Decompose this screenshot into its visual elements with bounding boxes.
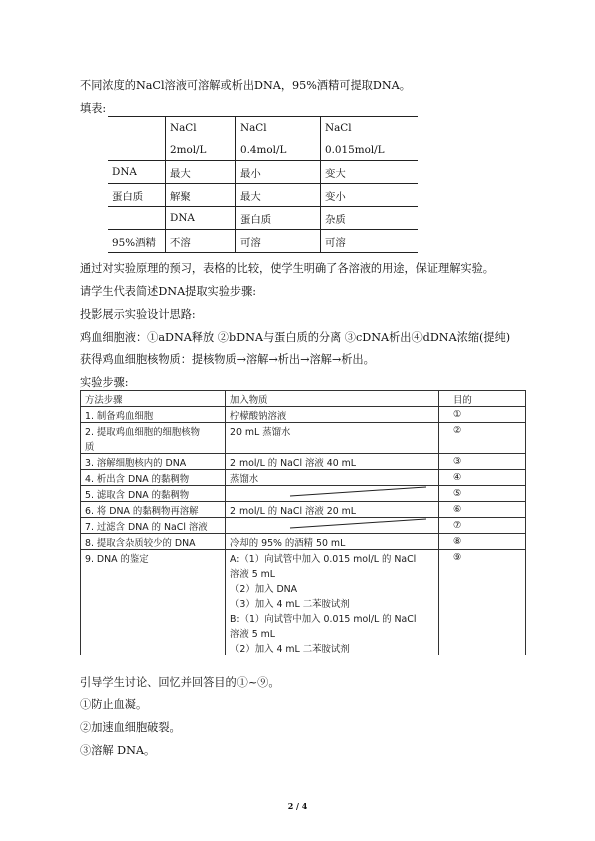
table2-header-cell: 目的 [439,391,526,407]
table1-row [108,230,418,253]
table1-row [108,184,418,207]
table2-cell: ⑨ [439,550,526,566]
table2-cell [439,580,526,595]
table1-cell: 最大 [236,184,321,207]
table2-cell: ⑦ [439,518,526,534]
table2-cell: 7. 过滤含 DNA 的 NaCl 溶液 [81,518,226,534]
table1-cell: 95%酒精 [108,230,166,253]
table2-row [81,502,526,518]
table2-cell [439,610,526,625]
table1-header-empty [108,139,166,161]
table2-row [81,640,526,655]
table1-row [108,207,418,230]
table2-cell: （2）加入 4 mL 二苯胺试剂 [226,640,439,655]
table2-cell: 8. 提取含杂质较少的 DNA [81,534,226,550]
table2-cell: 2. 提取鸡血细胞的细胞核物 [81,423,226,439]
table1-header-cell: NaCl [166,117,236,140]
table2-cell: ② [439,423,526,439]
table2-cell: 20 mL 蒸馏水 [226,423,439,439]
table1-cell: 最小 [236,161,321,184]
table2-row [81,470,526,486]
table2-cell [81,625,226,640]
table1-cell: 不溶 [166,230,236,253]
table2-cell: ⑥ [439,502,526,518]
table2-cell: 1. 制备鸡血细胞 [81,407,226,423]
table1-header-cell: 2mol/L [166,139,236,161]
table2-cell: 9. DNA 的鉴定 [81,550,226,566]
paragraph: 获得鸡血细胞核物质：提核物质→溶解→析出→溶解→析出。 [80,353,375,366]
table2-cell: 溶液 5 mL [226,565,439,580]
table1-cell: DNA [166,207,236,230]
table2-header-row [81,391,526,407]
table2-row [81,454,526,470]
table2-cell [439,438,526,454]
table1-header-cell: 0.4mol/L [236,139,321,161]
table2-row [81,518,526,534]
table2-cell: 6. 将 DNA 的黏稠物再溶解 [81,502,226,518]
table2-cell: （2）加入 DNA [226,580,439,595]
table2-cell [81,595,226,610]
table1-cell [108,207,166,230]
paragraph: 通过对实验原理的预习，表格的比较，使学生明确了各溶液的用途，保证理解实验。 [80,262,494,275]
table2-header-cell: 加入物质 [226,391,439,407]
nacl-solubility-table [108,116,418,253]
table1-cell: 变小 [321,184,419,207]
table1-header-cell: NaCl [321,117,419,140]
table2-row [81,550,526,566]
paragraph: 引导学生讨论、回忆并回答目的①~⑨。 [80,676,280,689]
answer-line: ①防止血凝。 [80,698,148,711]
table1-header-cell: 0.015mol/L [321,139,419,161]
table2-cell [81,610,226,625]
table2-cell [439,640,526,655]
page-number: 2 / 4 [287,801,308,811]
table2-cell: ① [439,407,526,423]
table2-cell: 冷却的 95% 的酒精 50 mL [226,534,439,550]
table1-cell: 蛋白质 [236,207,321,230]
table1-cell: 可溶 [321,230,419,253]
table2-cell: 柠檬酸钠溶液 [226,407,439,423]
table2-row [81,534,526,550]
table2-row [81,438,526,454]
table2-cell: 质 [81,438,226,454]
answer-line: ③溶解 DNA。 [80,744,156,757]
table2-cell [81,565,226,580]
table1-row [108,161,418,184]
table1-cell: 解聚 [166,184,236,207]
table2-row [81,407,526,423]
table2-cell: ④ [439,470,526,486]
table1-cell: 可溶 [236,230,321,253]
table2-row [81,610,526,625]
table2-cell: 2 mol/L 的 NaCl 溶液 20 mL [226,502,439,518]
table2-cell: 4. 析出含 DNA 的黏稠物 [81,470,226,486]
table2-cell [226,438,439,454]
table2-row [81,423,526,439]
table2-cell [439,595,526,610]
table2-row [81,625,526,640]
table2-cell: A:（1）向试管中加入 0.015 mol/L 的 NaCl [226,550,439,566]
table2-cell: ⑧ [439,534,526,550]
table1-cell: 变大 [321,161,419,184]
table2-diagonal-line [230,518,426,530]
table2-diagonal-line [230,486,426,498]
table1-cell: 蛋白质 [108,184,166,207]
table2-cell [439,565,526,580]
table2-row [81,595,526,610]
table2-cell: 5. 滤取含 DNA 的黏稠物 [81,486,226,502]
table2-cell [81,640,226,655]
intro-text: 不同浓度的NaCl溶液可溶解或析出DNA，95%酒精可提取DNA。 [80,79,411,92]
table2-cell: 2 mol/L 的 NaCl 溶液 40 mL [226,454,439,470]
table2-cell [81,580,226,595]
paragraph: 鸡血细胞液：①aDNA释放 ②bDNA与蛋白质的分离 ③cDNA析出④dDNA浓缩(提纯) [80,331,511,344]
experiment-steps-table [80,390,526,655]
table2-cell: 溶液 5 mL [226,625,439,640]
table1-cell: DNA [108,161,166,184]
answer-line: ②加速血细胞破裂。 [80,721,181,734]
table2-row [81,486,526,502]
table1-cell: 杂质 [321,207,419,230]
table2-cell [226,486,439,502]
table2-cell: ③ [439,454,526,470]
table1-header-empty [108,117,166,140]
table1-cell: 最大 [166,161,236,184]
table2-cell: （3）加入 4 mL 二苯胺试剂 [226,595,439,610]
fill-label: 填表: [80,102,107,115]
table2-cell [439,625,526,640]
table2-cell [226,518,439,534]
section-label: 实验步骤: [80,376,129,389]
table2-row [81,565,526,580]
table2-cell: 3. 溶解细胞核内的 DNA [81,454,226,470]
paragraph: 请学生代表简述DNA提取实验步骤: [80,285,257,298]
table1-header-cell: NaCl [236,117,321,140]
table2-header-cell: 方法步骤 [81,391,226,407]
paragraph: 投影展示实验设计思路: [80,308,196,321]
table2-row [81,580,526,595]
table2-cell: 蒸馏水 [226,470,439,486]
table2-cell: ⑤ [439,486,526,502]
table2-cell: B:（1）向试管中加入 0.015 mol/L 的 NaCl [226,610,439,625]
